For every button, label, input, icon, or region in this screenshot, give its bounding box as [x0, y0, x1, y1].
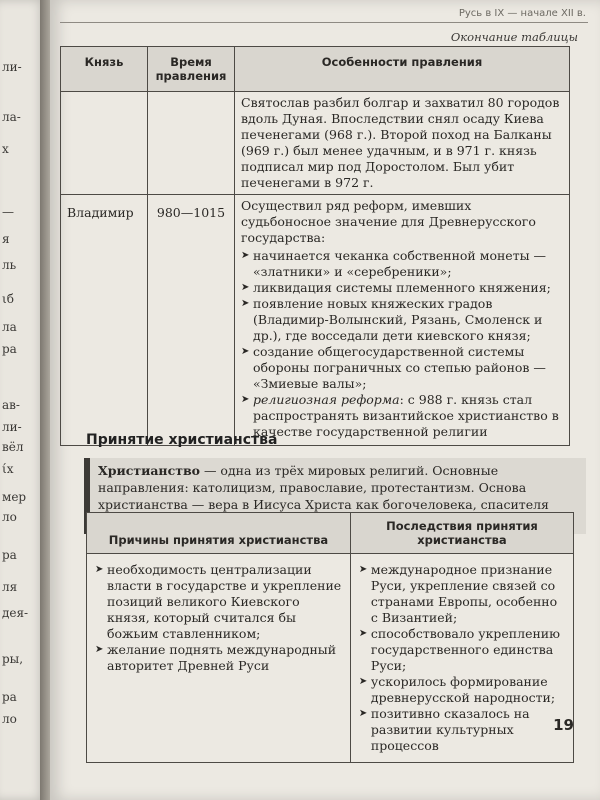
- header-rule: [60, 22, 588, 23]
- left-page-fragment: ла-: [2, 110, 21, 124]
- left-page-fragment: х: [2, 142, 9, 156]
- list-item: ➤ ликвидация системы племенного княжения;: [241, 280, 563, 296]
- left-page-fragment: ιб: [2, 292, 14, 306]
- definition-term: Христианство: [98, 463, 200, 478]
- list-item: ➤ международное признание Руси, укрепление связей со странами Европы, особенно с Византией;: [359, 562, 565, 626]
- causes-cell: [87, 554, 351, 763]
- list-item: ➤ позитивно сказалось на развитии культурных процессов: [359, 706, 565, 754]
- left-page-fragment: ля: [2, 580, 18, 594]
- list-item: ➤ появление новых княжеских градов (Владимир-Волынский, Рязань, Смоленск и др.), где восседали дети киевского князя;: [241, 296, 563, 344]
- section-title: Принятие христианства: [86, 432, 278, 448]
- religious-reform-label: религиозная реформа: [253, 392, 400, 407]
- christianity-table: [86, 512, 574, 763]
- left-page-fragment: ра: [2, 548, 17, 562]
- header-prince: Князь: [61, 47, 148, 92]
- book-page: [50, 0, 600, 800]
- definition-text: — одна из трёх мировых религий. Основные направления: католицизм, православие, протестантизм. Основа христианства — вера в Иисуса Христа как богочеловека, спасителя: [98, 463, 549, 512]
- left-page-fragment: —: [2, 205, 14, 219]
- prince-cell: [61, 92, 148, 195]
- running-head: Русь в IX — начале XII в.: [458, 8, 586, 19]
- left-page-fragment: ра: [2, 342, 17, 356]
- rulers-table: [60, 46, 570, 446]
- header-years: Время правления: [148, 47, 235, 92]
- table-row: [61, 195, 570, 446]
- causes-list: [95, 562, 342, 674]
- left-page-fragment: ль: [2, 258, 17, 272]
- years-cell: 980—1015: [148, 195, 235, 446]
- features-cell: Святослав разбил болгар и захватил 80 городов вдоль Дуная. Впоследствии снял осаду Киева печенегами (968 г.). Второй поход на Балканы (969 г.) был менее удачным, и в 971 г. князь подписал мир под Доростолом. Был убит печенегами в 972 г.: [235, 92, 570, 195]
- header-features: Особенности правления: [235, 47, 570, 92]
- left-page-fragment: ло: [2, 712, 17, 726]
- table-end-label: Окончание таблицы: [450, 30, 578, 44]
- list-item: [241, 392, 563, 440]
- prince-cell: Владимир: [61, 195, 148, 446]
- effects-list: [359, 562, 565, 754]
- years-cell: [148, 92, 235, 195]
- left-page-fragment: вёл: [2, 440, 24, 454]
- effects-cell: [350, 554, 573, 763]
- table-row: [61, 92, 570, 195]
- reform-intro: Осуществил ряд реформ, имевших судьбоносное значение для Древнерусского государства:: [241, 198, 536, 245]
- header-causes: Причины принятия христианства: [87, 513, 351, 554]
- left-page-fragment: ли-: [2, 60, 22, 74]
- left-page-fragment: ра: [2, 690, 17, 704]
- left-page-fragment: ли-: [2, 420, 22, 434]
- list-item: ➤ желание поднять международный авторитет Древней Руси: [95, 642, 342, 674]
- left-page-fragment: ав-: [2, 398, 20, 412]
- list-item: ➤ необходимость централизации власти в государстве и укрепление позиций великого Киевского князя, который считался бы божьим ставленником;: [95, 562, 342, 642]
- table-row: [87, 554, 574, 763]
- list-item: ➤ создание общегосударственной системы обороны пограничных со степью районов — «Змиевые валы»;: [241, 344, 563, 392]
- left-page-fragment: ίх: [2, 462, 14, 476]
- list-item: ➤ способствовало укреплению государственного единства Руси;: [359, 626, 565, 674]
- left-page-fragment: ло: [2, 510, 17, 524]
- features-cell: [235, 195, 570, 446]
- left-page-fragment: ла: [2, 320, 17, 334]
- reform-list: [241, 248, 563, 440]
- religious-reform-text: : с 988 г. князь стал распространять византийское христианство в качестве государственной религии: [253, 392, 559, 439]
- header-effects: Последствия принятия христианства: [350, 513, 573, 554]
- left-page-fragment: мер: [2, 490, 27, 504]
- list-item: ➤ начинается чеканка собственной монеты — «златники» и «серебреники»;: [241, 248, 563, 280]
- left-page-fragment: дея-: [2, 606, 29, 620]
- left-page-fragment: я: [2, 232, 10, 246]
- left-page-fragment: ры,: [2, 652, 24, 666]
- list-item: ➤ ускорилось формирование древнерусской народности;: [359, 674, 565, 706]
- page-number: 19: [553, 716, 574, 734]
